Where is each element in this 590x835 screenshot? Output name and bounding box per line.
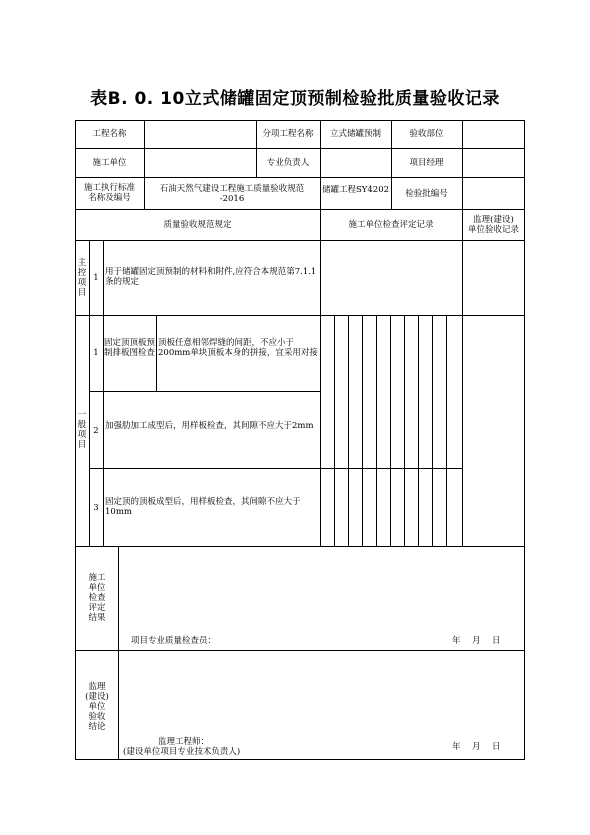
general-item-1-no: 1 (93, 348, 99, 358)
grid-line (376, 315, 377, 546)
supervision-header-line2: 单位验收记录 (467, 225, 519, 235)
row-line (75, 240, 525, 241)
spec-column-header: 质量验收规范规定 (163, 220, 232, 230)
standard-value-line2: -2016 (219, 194, 245, 204)
grid-line (348, 315, 349, 546)
main-item-1-supervision[interactable] (463, 244, 524, 312)
project-name-value[interactable] (145, 124, 255, 146)
grid-line (404, 315, 405, 546)
row-line (75, 546, 525, 547)
inspector-label: 项目专业质量检查员： (131, 636, 217, 646)
general-item-1-name: 固定顶顶板预制排板图检查 (104, 338, 156, 358)
row-line (75, 315, 525, 316)
grid-line (362, 315, 363, 546)
project-name-label: 工程名称 (92, 129, 127, 139)
general-item-3-text: 固定顶的顶板成型后，用样板检查，其间隙不应大于10mm (105, 497, 301, 517)
row-line (89, 391, 321, 392)
main-item-1-check[interactable] (321, 244, 461, 312)
construction-unit-label: 施工单位 (92, 158, 127, 168)
row-line (89, 468, 462, 469)
batch-no-label: 检验批编号 (405, 189, 448, 199)
col-line (118, 546, 119, 760)
standard-code: 储罐工程SY4202 (321, 185, 390, 195)
general-items-supervision[interactable] (463, 318, 524, 544)
row-line (75, 209, 525, 210)
responsible-value[interactable] (321, 152, 390, 174)
supervision-result-content[interactable] (120, 654, 522, 734)
form-title: 表B. 0. 10立式储罐固定顶预制检验批质量验收记录 (90, 89, 500, 109)
supervision-header-line1: 监理(建设) (473, 215, 514, 225)
main-item-1-no: 1 (93, 273, 99, 283)
general-items-label: 一般项目 (77, 410, 87, 450)
standard-label-line2: 名称及编号 (88, 193, 131, 203)
construction-day: 日 (492, 636, 501, 646)
supervision-day: 日 (492, 742, 501, 752)
grid-line (418, 315, 419, 546)
responsible-label: 专业负责人 (266, 158, 310, 168)
supervision-engineer-note: (建设单位项目专业技术负责人) (123, 747, 241, 757)
construction-unit-value[interactable] (145, 152, 255, 174)
supervision-year: 年 (452, 742, 461, 752)
row-line (75, 177, 525, 178)
col-line (89, 240, 90, 546)
project-manager-value[interactable] (463, 152, 525, 174)
sub-project-label: 分项工程名称 (262, 129, 314, 139)
supervision-result-label: 监理(建设)单位验收结论 (85, 682, 109, 732)
batch-no-value[interactable] (463, 182, 525, 206)
col-line (103, 240, 104, 546)
standard-value-line1: 石油天然气建设工程施工质量验收规范 (159, 184, 305, 194)
supervision-month: 月 (472, 742, 481, 752)
main-item-1-text: 用于储罐固定顶预制的材料和附件,应符合本规范第7.1.1条的规定 (105, 267, 317, 287)
grid-line (334, 315, 335, 546)
general-item-3-no: 3 (93, 503, 99, 513)
grid-line (446, 315, 447, 546)
standard-label-line1: 施工执行标准 (83, 183, 135, 193)
supervision-engineer-label: 监理工程师： (158, 737, 210, 747)
project-manager-label: 项目经理 (409, 158, 444, 168)
acceptance-part-label: 验收部位 (409, 129, 444, 139)
main-items-label: 主控项目 (77, 258, 87, 298)
construction-year: 年 (452, 636, 461, 646)
general-item-2-no: 2 (93, 426, 99, 436)
row-line (75, 148, 525, 149)
construction-month: 月 (472, 636, 481, 646)
grid-line (390, 315, 391, 546)
construction-result-content[interactable] (120, 550, 522, 628)
sub-project-value[interactable]: 立式储罐预制 (329, 129, 381, 139)
col-line (156, 315, 157, 391)
row-line (75, 650, 525, 651)
grid-line (432, 315, 433, 546)
acceptance-part-value[interactable] (463, 124, 525, 146)
general-item-2-text: 加强肋加工成型后，用样板检查，其间隙不应大于2mm (105, 421, 314, 431)
construction-result-label: 施工单位检查评定结果 (88, 573, 106, 623)
general-item-1-text: 顶板任意相邻焊缝的间距，不应小于200mm单块顶板本身的拼接，宜采用对接 (158, 338, 318, 358)
construction-check-header: 施工单位检查评定记录 (348, 220, 434, 230)
